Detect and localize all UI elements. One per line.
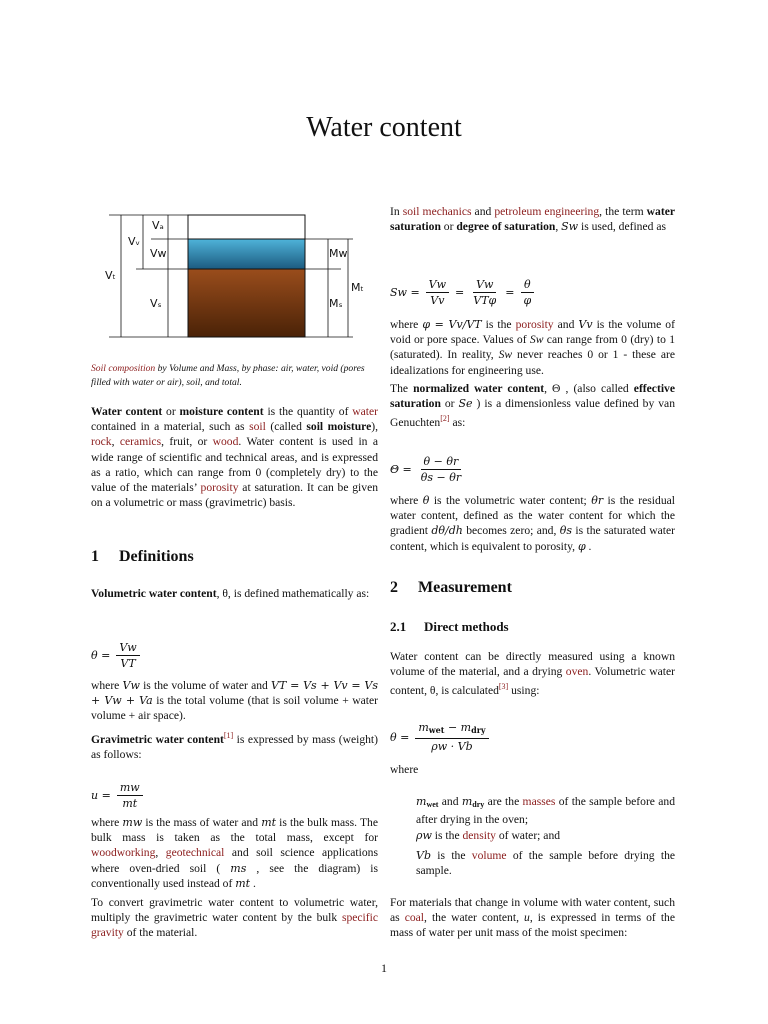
link-porosity[interactable]: porosity — [200, 481, 239, 495]
label-va: Vₐ — [152, 219, 164, 232]
ref-1[interactable]: [1] — [223, 731, 234, 740]
intro-paragraph: Water content or moisture content is the quantity of water contained in a material, such as soil (called soil moisture), rock, ceramics, fruit, or wood. Water content is used in a wide range of scientific and technical areas, and is expressed as a ratio, which can range from 0 (completely dry) to the value of the materials’ porosity at saturation. It can be given on a volumetric or mass (gravimetric) basis. — [91, 405, 379, 510]
convert-paragraph: To convert gravimetric water content to volumetric water, multiply the gravimetric water content by the bulk specific gravity of the material. — [91, 896, 378, 940]
link-ceramics[interactable]: ceramics — [119, 435, 162, 449]
link-oven[interactable]: oven — [565, 665, 589, 679]
link-rock[interactable]: rock — [91, 435, 112, 449]
saturation-paragraph: In soil mechanics and petroleum engineering, the term water saturation or degree of saturation, Sw is used, defined as — [390, 205, 675, 234]
porosity-paragraph: where φ = Vv/VT is the porosity and Vv is the volume of void or pore space. Values of Sw can range from 0 (dry) to 1 (saturated). In reality, Sw never reaches 0 or 1 - these are idealizations for engineering use. — [390, 318, 675, 377]
section-heading-definitions: 1 Definitions — [91, 548, 194, 565]
coal-paragraph: For materials that change in volume with water content, such as coal, the water content, u, is expressed in terms of the mass of water per unit mass of the moist specimen: — [390, 896, 675, 940]
figure-caption: Soil composition by Volume and Mass, by phase: air, water, void (pores filled with water or air), soil, and total. — [91, 363, 365, 388]
section-heading-measurement: 2 Measurement — [390, 579, 512, 596]
label-vv: Vᵥ — [128, 235, 141, 248]
link-petroleum-engineering[interactable]: petroleum engineering — [494, 205, 600, 218]
page-title: Water content — [306, 112, 462, 143]
label-mw: Mw — [329, 247, 348, 260]
label-mt: Mₜ — [351, 281, 364, 294]
link-wood[interactable]: wood — [212, 435, 239, 449]
equation-saturation: Sw = $\frac{Vw}{Vv}$ = $\frac{Vw}{\text{VTφ}}$ = $\frac{\theta}{\varphi}$ — [390, 277, 675, 308]
gravimetric-where-paragraph: where mw is the mass of water and mt is the bulk mass. The bulk mass is taken as the total mass, except for woodworking, geotechnical and soil science applications where oven-dried soil ( ms , see the diagram) is conventionally used instead of mt . — [91, 816, 378, 890]
list-item: $m_{wet}$ and $m_{dry}$ are the masses of the sample before and after drying in the oven; — [416, 795, 676, 827]
link-density[interactable]: density — [462, 829, 496, 842]
equation-normalized: Θ = $\frac{\theta - \theta r}{\theta s - \theta r}$ — [390, 455, 462, 485]
link-soil-mechanics[interactable]: soil mechanics — [402, 205, 472, 218]
link-water[interactable]: water — [352, 405, 378, 418]
link-volume[interactable]: volume — [471, 849, 507, 862]
volumetric-where-paragraph: where Vw is the volume of water and VT = Vs + Vv = Vs + Vw + Va is the total volume (that is soil volume + water volume + air space). — [91, 679, 378, 723]
link-specific-gravity[interactable]: specific gravity — [91, 911, 378, 940]
label-vw: Vw — [150, 247, 167, 260]
link-porosity-2[interactable]: porosity — [515, 318, 554, 331]
normalized-paragraph: The normalized water content, Θ , (also called effective saturation or Se ) is a dimensionless value defined by van Genuchten[2] as: — [390, 382, 675, 430]
caption-link[interactable]: Soil composition — [91, 363, 156, 374]
link-masses[interactable]: masses — [522, 795, 556, 808]
list-item: ρw is the density of water; and — [416, 829, 561, 842]
equation-gravimetric: u = $\frac{mw}{mt}$ — [91, 780, 378, 811]
link-geotechnical[interactable]: geotechnical — [165, 846, 225, 860]
volumetric-paragraph: Volumetric water content, θ, is defined mathematically as: — [91, 587, 370, 600]
link-woodworking[interactable]: woodworking — [91, 846, 156, 860]
ref-3[interactable]: [3] — [498, 682, 509, 692]
direct-methods-paragraph: Water content can be directly measured using a known volume of the material, and a drying oven. Volumetric water content, θ, is calculated[3] using: — [390, 650, 675, 698]
subsection-heading-direct-methods: 2.1 Direct methods — [390, 619, 509, 634]
page-number: 1 — [381, 961, 387, 975]
air-phase — [188, 215, 305, 239]
label-vs: Vₛ — [150, 297, 162, 310]
soil-composition-diagram — [91, 205, 381, 345]
link-coal[interactable]: coal — [404, 911, 425, 925]
list-item: Vb is the volume of the sample before drying the sample. — [416, 849, 676, 878]
link-soil[interactable]: soil — [249, 420, 266, 434]
label-ms: Mₛ — [329, 297, 343, 310]
where-label: where — [390, 763, 419, 776]
residual-paragraph: where θ is the volumetric water content; θr is the residual water content, defined as the water content for which the gradient dθ/dh becomes zero; and, θs is the saturated water content, which is equivalent to porosity, φ . — [390, 494, 675, 553]
gravimetric-paragraph: Gravimetric water content[1] is expressed by mass (weight) as follows: — [91, 731, 378, 762]
label-vt: Vₜ — [105, 269, 116, 282]
equation-volumetric: θ = $\frac{Vw}{VT}$ — [91, 640, 378, 671]
ref-2[interactable]: [2] — [440, 414, 450, 424]
soil-phase — [188, 269, 305, 337]
equation-direct: θ = $\frac{m_{wet} - m_{dry}}{\rho w \cdot Vb}$ — [390, 720, 675, 754]
water-phase — [188, 239, 305, 269]
